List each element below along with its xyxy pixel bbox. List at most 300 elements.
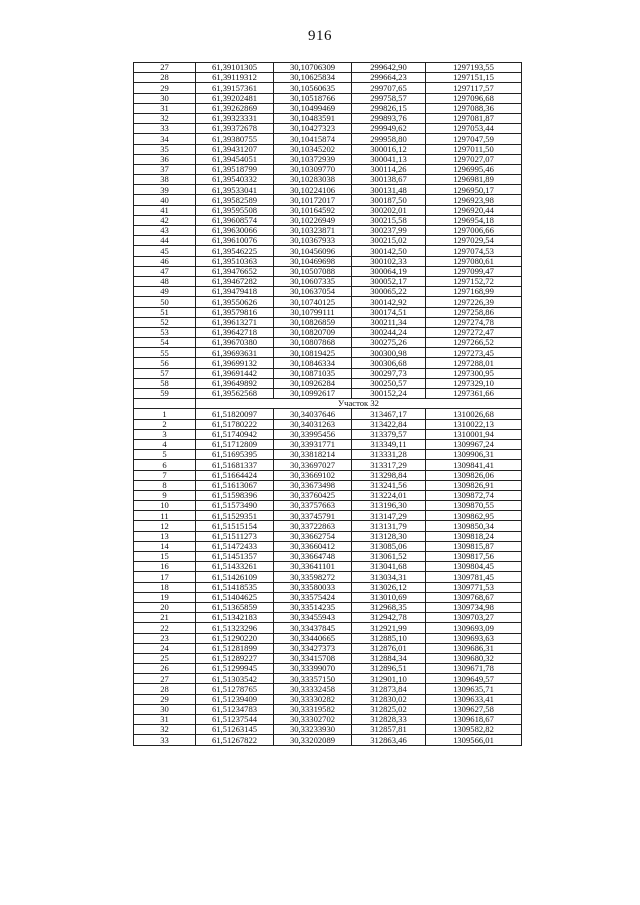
latitude-cell: 61,51289227 (196, 653, 274, 663)
latitude-cell: 61,39380755 (196, 134, 274, 144)
point-number-cell: 32 (134, 725, 196, 735)
latitude-cell: 61,39101305 (196, 63, 274, 73)
y-coordinate-cell: 1309818,24 (426, 531, 522, 541)
longitude-cell: 30,34031263 (274, 419, 352, 429)
longitude-cell: 30,33722863 (274, 521, 352, 531)
point-number-cell: 37 (134, 164, 196, 174)
table-row (134, 389, 522, 399)
y-coordinate-cell: 1297151,15 (426, 73, 522, 83)
point-number-cell: 41 (134, 205, 196, 215)
point-number-cell: 46 (134, 256, 196, 266)
latitude-cell: 61,39649892 (196, 378, 274, 388)
x-coordinate-cell: 299758,57 (352, 93, 426, 103)
table-row (134, 113, 522, 123)
y-coordinate-cell: 1297226,39 (426, 297, 522, 307)
table-row (134, 124, 522, 134)
latitude-cell: 61,51664424 (196, 470, 274, 480)
table-row (134, 439, 522, 449)
latitude-cell: 61,39372678 (196, 124, 274, 134)
table-row (134, 327, 522, 337)
longitude-cell: 30,33673498 (274, 480, 352, 490)
point-number-cell: 12 (134, 521, 196, 531)
x-coordinate-cell: 312857,81 (352, 725, 426, 735)
latitude-cell: 61,39510363 (196, 256, 274, 266)
section-blank-cell (134, 399, 196, 409)
x-coordinate-cell: 300016,12 (352, 144, 426, 154)
y-coordinate-cell: 1297096,68 (426, 93, 522, 103)
point-number-cell: 10 (134, 501, 196, 511)
point-number-cell: 18 (134, 582, 196, 592)
point-number-cell: 30 (134, 704, 196, 714)
x-coordinate-cell: 313379,57 (352, 429, 426, 439)
latitude-cell: 61,51239409 (196, 694, 274, 704)
x-coordinate-cell: 300152,24 (352, 389, 426, 399)
latitude-cell: 61,39202481 (196, 93, 274, 103)
latitude-cell: 61,39608574 (196, 215, 274, 225)
point-number-cell: 32 (134, 113, 196, 123)
x-coordinate-cell: 313041,68 (352, 562, 426, 572)
y-coordinate-cell: 1309841,41 (426, 460, 522, 470)
longitude-cell: 30,33427373 (274, 643, 352, 653)
point-number-cell: 13 (134, 531, 196, 541)
point-number-cell: 53 (134, 327, 196, 337)
x-coordinate-cell: 313298,84 (352, 470, 426, 480)
latitude-cell: 61,51529351 (196, 511, 274, 521)
latitude-cell: 61,39595508 (196, 205, 274, 215)
table-row (134, 643, 522, 653)
table-row (134, 215, 522, 225)
longitude-cell: 30,10309770 (274, 164, 352, 174)
longitude-cell: 30,10607335 (274, 276, 352, 286)
table-row (134, 348, 522, 358)
point-number-cell: 23 (134, 633, 196, 643)
table-row (134, 287, 522, 297)
y-coordinate-cell: 1309703,27 (426, 613, 522, 623)
y-coordinate-cell: 1296981,89 (426, 175, 522, 185)
table-row (134, 541, 522, 551)
x-coordinate-cell: 299949,62 (352, 124, 426, 134)
x-coordinate-cell: 300297,73 (352, 368, 426, 378)
x-coordinate-cell: 313196,30 (352, 501, 426, 511)
point-number-cell: 30 (134, 93, 196, 103)
latitude-cell: 61,39613271 (196, 317, 274, 327)
longitude-cell: 30,33357150 (274, 674, 352, 684)
latitude-cell: 61,39533041 (196, 185, 274, 195)
table-row (134, 725, 522, 735)
point-number-cell: 21 (134, 613, 196, 623)
latitude-cell: 61,39610076 (196, 236, 274, 246)
y-coordinate-cell: 1309627,58 (426, 704, 522, 714)
x-coordinate-cell: 312942,78 (352, 613, 426, 623)
point-number-cell: 3 (134, 429, 196, 439)
x-coordinate-cell: 300138,67 (352, 175, 426, 185)
table-row (134, 653, 522, 663)
point-number-cell: 58 (134, 378, 196, 388)
longitude-cell: 30,33330282 (274, 694, 352, 704)
y-coordinate-cell: 1309872,74 (426, 490, 522, 500)
coordinates-table (133, 62, 522, 746)
x-coordinate-cell: 300064,19 (352, 266, 426, 276)
longitude-cell: 30,10283038 (274, 175, 352, 185)
y-coordinate-cell: 1297266,52 (426, 338, 522, 348)
x-coordinate-cell: 300041,13 (352, 154, 426, 164)
x-coordinate-cell: 300114,26 (352, 164, 426, 174)
y-coordinate-cell: 1297053,44 (426, 124, 522, 134)
y-coordinate-cell: 1309815,87 (426, 541, 522, 551)
x-coordinate-cell: 300306,68 (352, 358, 426, 368)
section-header-row (134, 399, 522, 409)
latitude-cell: 61,51712809 (196, 439, 274, 449)
point-number-cell: 34 (134, 134, 196, 144)
y-coordinate-cell: 1309862,95 (426, 511, 522, 521)
latitude-cell: 61,51237544 (196, 715, 274, 725)
coordinates-table-body (134, 63, 522, 746)
y-coordinate-cell: 1297258,86 (426, 307, 522, 317)
table-row (134, 429, 522, 439)
point-number-cell: 42 (134, 215, 196, 225)
y-coordinate-cell: 1297193,55 (426, 63, 522, 73)
point-number-cell: 33 (134, 124, 196, 134)
y-coordinate-cell: 1309618,67 (426, 715, 522, 725)
longitude-cell: 30,33332458 (274, 684, 352, 694)
x-coordinate-cell: 312884,34 (352, 653, 426, 663)
table-row (134, 276, 522, 286)
table-row (134, 552, 522, 562)
table-row (134, 93, 522, 103)
table-row (134, 378, 522, 388)
longitude-cell: 30,10469698 (274, 256, 352, 266)
table-row (134, 185, 522, 195)
y-coordinate-cell: 1296920,44 (426, 205, 522, 215)
longitude-cell: 30,10345202 (274, 144, 352, 154)
x-coordinate-cell: 313010,69 (352, 592, 426, 602)
y-coordinate-cell: 1309686,31 (426, 643, 522, 653)
longitude-cell: 30,10826859 (274, 317, 352, 327)
point-number-cell: 33 (134, 735, 196, 745)
longitude-cell: 30,10625834 (274, 73, 352, 83)
table-row (134, 246, 522, 256)
x-coordinate-cell: 313331,28 (352, 450, 426, 460)
point-number-cell: 48 (134, 276, 196, 286)
x-coordinate-cell: 300244,24 (352, 327, 426, 337)
point-number-cell: 28 (134, 73, 196, 83)
latitude-cell: 61,51323296 (196, 623, 274, 633)
latitude-cell: 61,51740942 (196, 429, 274, 439)
point-number-cell: 20 (134, 602, 196, 612)
point-number-cell: 6 (134, 460, 196, 470)
x-coordinate-cell: 300052,17 (352, 276, 426, 286)
point-number-cell: 25 (134, 653, 196, 663)
table-row (134, 358, 522, 368)
x-coordinate-cell: 300142,50 (352, 246, 426, 256)
longitude-cell: 30,33641101 (274, 562, 352, 572)
page-number: 916 (308, 28, 332, 44)
latitude-cell: 61,51598396 (196, 490, 274, 500)
latitude-cell: 61,51342183 (196, 613, 274, 623)
longitude-cell: 30,10172017 (274, 195, 352, 205)
y-coordinate-cell: 1309633,41 (426, 694, 522, 704)
latitude-cell: 61,39562568 (196, 389, 274, 399)
table-row (134, 450, 522, 460)
longitude-cell: 30,33580033 (274, 582, 352, 592)
y-coordinate-cell: 1297027,07 (426, 154, 522, 164)
x-coordinate-cell: 299707,65 (352, 83, 426, 93)
longitude-cell: 30,33440665 (274, 633, 352, 643)
point-number-cell: 28 (134, 684, 196, 694)
x-coordinate-cell: 313061,52 (352, 552, 426, 562)
y-coordinate-cell: 1309693,09 (426, 623, 522, 633)
latitude-cell: 61,39323331 (196, 113, 274, 123)
table-row (134, 460, 522, 470)
table-row (134, 63, 522, 73)
latitude-cell: 61,51418535 (196, 582, 274, 592)
point-number-cell: 36 (134, 154, 196, 164)
longitude-cell: 30,33437845 (274, 623, 352, 633)
latitude-cell: 61,51365859 (196, 602, 274, 612)
longitude-cell: 30,33669102 (274, 470, 352, 480)
y-coordinate-cell: 1297074,53 (426, 246, 522, 256)
x-coordinate-cell: 313224,01 (352, 490, 426, 500)
point-number-cell: 17 (134, 572, 196, 582)
latitude-cell: 61,51299945 (196, 664, 274, 674)
y-coordinate-cell: 1297329,10 (426, 378, 522, 388)
x-coordinate-cell: 312901,10 (352, 674, 426, 684)
latitude-cell: 61,39518799 (196, 164, 274, 174)
longitude-cell: 30,33514235 (274, 602, 352, 612)
y-coordinate-cell: 1296923,98 (426, 195, 522, 205)
point-number-cell: 19 (134, 592, 196, 602)
longitude-cell: 30,10372939 (274, 154, 352, 164)
point-number-cell: 27 (134, 674, 196, 684)
table-row (134, 602, 522, 612)
longitude-cell: 30,10226949 (274, 215, 352, 225)
point-number-cell: 49 (134, 287, 196, 297)
point-number-cell: 52 (134, 317, 196, 327)
table-row (134, 592, 522, 602)
latitude-cell: 61,51267822 (196, 735, 274, 745)
table-row (134, 368, 522, 378)
point-number-cell: 9 (134, 490, 196, 500)
x-coordinate-cell: 299664,23 (352, 73, 426, 83)
latitude-cell: 61,39582589 (196, 195, 274, 205)
x-coordinate-cell: 300187,50 (352, 195, 426, 205)
x-coordinate-cell: 313131,79 (352, 521, 426, 531)
longitude-cell: 30,10799111 (274, 307, 352, 317)
longitude-cell: 30,10820709 (274, 327, 352, 337)
y-coordinate-cell: 1309671,78 (426, 664, 522, 674)
point-number-cell: 43 (134, 226, 196, 236)
y-coordinate-cell: 1309680,32 (426, 653, 522, 663)
longitude-cell: 30,33415708 (274, 653, 352, 663)
y-coordinate-cell: 1297029,54 (426, 236, 522, 246)
x-coordinate-cell: 313349,11 (352, 439, 426, 449)
x-coordinate-cell: 313317,29 (352, 460, 426, 470)
point-number-cell: 31 (134, 715, 196, 725)
longitude-cell: 30,33995456 (274, 429, 352, 439)
latitude-cell: 61,51511273 (196, 531, 274, 541)
table-row (134, 470, 522, 480)
latitude-cell: 61,39691442 (196, 368, 274, 378)
longitude-cell: 30,10740125 (274, 297, 352, 307)
latitude-cell: 61,51573490 (196, 501, 274, 511)
x-coordinate-cell: 312825,02 (352, 704, 426, 714)
table-row (134, 684, 522, 694)
y-coordinate-cell: 1297361,66 (426, 389, 522, 399)
table-row (134, 613, 522, 623)
x-coordinate-cell: 300131,48 (352, 185, 426, 195)
point-number-cell: 7 (134, 470, 196, 480)
longitude-cell: 30,10706309 (274, 63, 352, 73)
x-coordinate-cell: 313034,31 (352, 572, 426, 582)
point-number-cell: 54 (134, 338, 196, 348)
y-coordinate-cell: 1309771,53 (426, 582, 522, 592)
latitude-cell: 61,51472433 (196, 541, 274, 551)
x-coordinate-cell: 299958,80 (352, 134, 426, 144)
x-coordinate-cell: 300065,22 (352, 287, 426, 297)
x-coordinate-cell: 312896,51 (352, 664, 426, 674)
x-coordinate-cell: 300142,92 (352, 297, 426, 307)
longitude-cell: 30,33598272 (274, 572, 352, 582)
y-coordinate-cell: 1309693,63 (426, 633, 522, 643)
longitude-cell: 30,33931771 (274, 439, 352, 449)
table-row (134, 73, 522, 83)
table-row (134, 205, 522, 215)
longitude-cell: 30,10992617 (274, 389, 352, 399)
y-coordinate-cell: 1309817,56 (426, 552, 522, 562)
latitude-cell: 61,39454051 (196, 154, 274, 164)
y-coordinate-cell: 1297152,72 (426, 276, 522, 286)
latitude-cell: 61,39670380 (196, 338, 274, 348)
latitude-cell: 61,51515154 (196, 521, 274, 531)
point-number-cell: 56 (134, 358, 196, 368)
y-coordinate-cell: 1309826,06 (426, 470, 522, 480)
x-coordinate-cell: 312968,35 (352, 602, 426, 612)
latitude-cell: 61,51263145 (196, 725, 274, 735)
x-coordinate-cell: 312885,10 (352, 633, 426, 643)
x-coordinate-cell: 300250,57 (352, 378, 426, 388)
longitude-cell: 30,10367933 (274, 236, 352, 246)
latitude-cell: 61,51695395 (196, 450, 274, 460)
longitude-cell: 30,10483591 (274, 113, 352, 123)
x-coordinate-cell: 300300,98 (352, 348, 426, 358)
point-number-cell: 31 (134, 103, 196, 113)
longitude-cell: 30,33575424 (274, 592, 352, 602)
latitude-cell: 61,51451357 (196, 552, 274, 562)
latitude-cell: 61,51234783 (196, 704, 274, 714)
x-coordinate-cell: 299642,90 (352, 63, 426, 73)
x-coordinate-cell: 300215,02 (352, 236, 426, 246)
latitude-cell: 61,51433261 (196, 562, 274, 572)
y-coordinate-cell: 1309826,91 (426, 480, 522, 490)
x-coordinate-cell: 312873,84 (352, 684, 426, 694)
longitude-cell: 30,10807868 (274, 338, 352, 348)
point-number-cell: 40 (134, 195, 196, 205)
y-coordinate-cell: 1297272,47 (426, 327, 522, 337)
longitude-cell: 30,33697027 (274, 460, 352, 470)
y-coordinate-cell: 1297080,61 (426, 256, 522, 266)
latitude-cell: 61,39479418 (196, 287, 274, 297)
point-number-cell: 24 (134, 643, 196, 653)
table-row (134, 226, 522, 236)
table-row (134, 490, 522, 500)
table-row (134, 154, 522, 164)
y-coordinate-cell: 1309649,57 (426, 674, 522, 684)
table-row (134, 735, 522, 745)
x-coordinate-cell: 313422,84 (352, 419, 426, 429)
latitude-cell: 61,51681337 (196, 460, 274, 470)
y-coordinate-cell: 1309906,31 (426, 450, 522, 460)
latitude-cell: 61,39642718 (196, 327, 274, 337)
y-coordinate-cell: 1297081,87 (426, 113, 522, 123)
longitude-cell: 30,10637054 (274, 287, 352, 297)
x-coordinate-cell: 299893,76 (352, 113, 426, 123)
y-coordinate-cell: 1309804,45 (426, 562, 522, 572)
y-coordinate-cell: 1296954,18 (426, 215, 522, 225)
table-row (134, 501, 522, 511)
table-row (134, 582, 522, 592)
table-row (134, 236, 522, 246)
point-number-cell: 26 (134, 664, 196, 674)
point-number-cell: 45 (134, 246, 196, 256)
x-coordinate-cell: 299826,15 (352, 103, 426, 113)
longitude-cell: 30,33660412 (274, 541, 352, 551)
latitude-cell: 61,51303542 (196, 674, 274, 684)
y-coordinate-cell: 1297168,99 (426, 287, 522, 297)
table-row (134, 664, 522, 674)
longitude-cell: 30,10456096 (274, 246, 352, 256)
longitude-cell: 30,10323871 (274, 226, 352, 236)
longitude-cell: 30,10507088 (274, 266, 352, 276)
point-number-cell: 1 (134, 409, 196, 419)
longitude-cell: 30,10427323 (274, 124, 352, 134)
longitude-cell: 30,33760425 (274, 490, 352, 500)
latitude-cell: 61,39476652 (196, 266, 274, 276)
x-coordinate-cell: 300237,99 (352, 226, 426, 236)
point-number-cell: 5 (134, 450, 196, 460)
point-number-cell: 14 (134, 541, 196, 551)
y-coordinate-cell: 1310022,13 (426, 419, 522, 429)
table-row (134, 674, 522, 684)
y-coordinate-cell: 1309734,98 (426, 602, 522, 612)
y-coordinate-cell: 1310026,68 (426, 409, 522, 419)
x-coordinate-cell: 312828,33 (352, 715, 426, 725)
table-row (134, 338, 522, 348)
longitude-cell: 30,33399070 (274, 664, 352, 674)
y-coordinate-cell: 1309768,67 (426, 592, 522, 602)
y-coordinate-cell: 1297011,50 (426, 144, 522, 154)
longitude-cell: 30,10871035 (274, 368, 352, 378)
point-number-cell: 57 (134, 368, 196, 378)
longitude-cell: 30,33319582 (274, 704, 352, 714)
y-coordinate-cell: 1309566,01 (426, 735, 522, 745)
table-row (134, 164, 522, 174)
x-coordinate-cell: 300215,58 (352, 215, 426, 225)
x-coordinate-cell: 313128,30 (352, 531, 426, 541)
point-number-cell: 35 (134, 144, 196, 154)
point-number-cell: 29 (134, 694, 196, 704)
table-row (134, 297, 522, 307)
x-coordinate-cell: 300174,51 (352, 307, 426, 317)
x-coordinate-cell: 312921,99 (352, 623, 426, 633)
y-coordinate-cell: 1297273,45 (426, 348, 522, 358)
y-coordinate-cell: 1297099,47 (426, 266, 522, 276)
point-number-cell: 55 (134, 348, 196, 358)
longitude-cell: 30,10846334 (274, 358, 352, 368)
longitude-cell: 30,33455943 (274, 613, 352, 623)
latitude-cell: 61,39550626 (196, 297, 274, 307)
y-coordinate-cell: 1309781,45 (426, 572, 522, 582)
y-coordinate-cell: 1296950,17 (426, 185, 522, 195)
